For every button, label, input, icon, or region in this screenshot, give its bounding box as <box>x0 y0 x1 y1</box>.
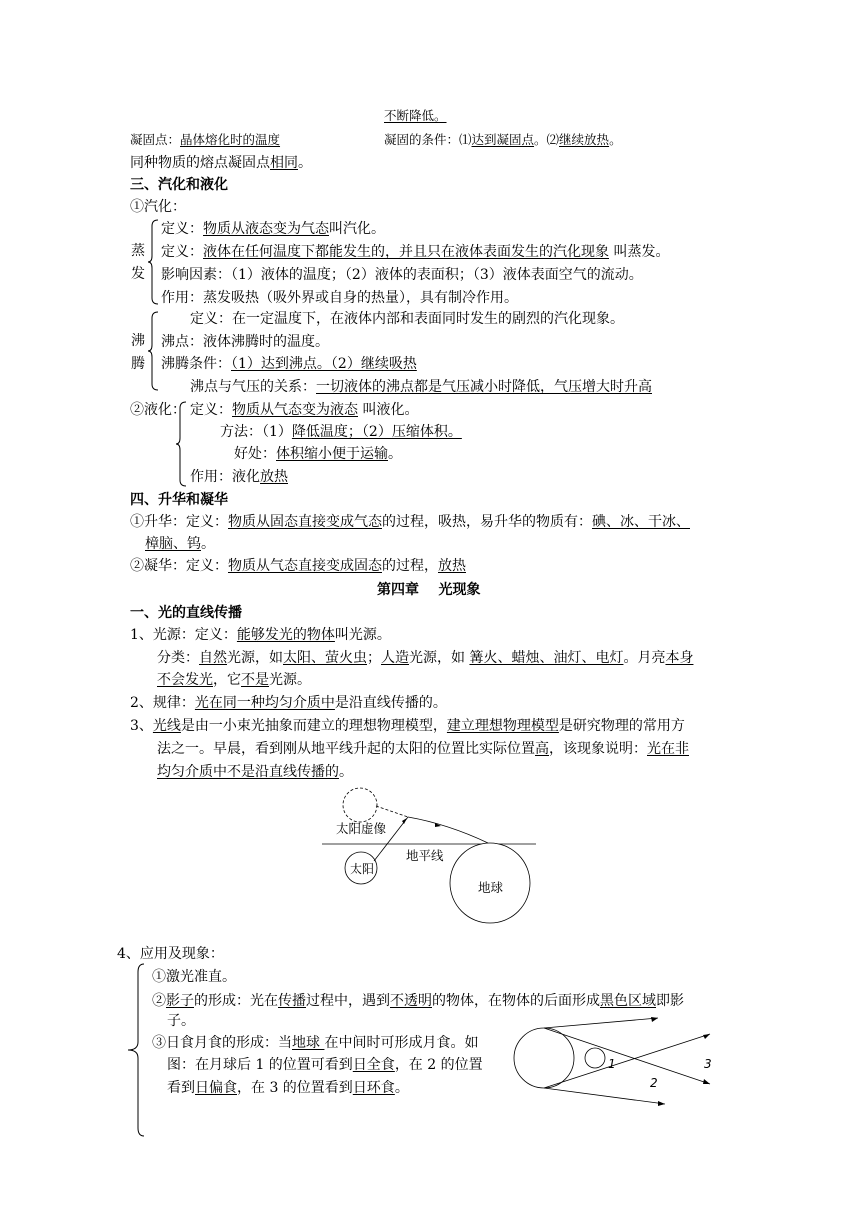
applications-brace <box>124 962 148 1138</box>
boiling-def: 定义：在一定温度下，在液体内部和表面同时发生的剧烈的汽化现象。 <box>190 311 624 327</box>
app-laser: ①激光准直。 <box>152 969 236 985</box>
liquefaction-brace <box>174 400 190 488</box>
light-ray-line-2: 法之一。早晨，看到刚从地平线升起的太阳的位置比实际位置高，该现象说明：光在非 <box>157 741 689 757</box>
evaporation-use: 作用：蒸发吸热（吸外界或自身的热量），具有制冷作用。 <box>161 290 518 306</box>
liquefaction-benefit: 好处：体积缩小便于运输。 <box>234 446 402 462</box>
light-source-def: 1、光源：定义：能够发光的物体叫光源。 <box>130 627 391 643</box>
app-shadow-line-2: 子。 <box>167 1013 195 1029</box>
deposition-line: ②凝华：定义：物质从气态直接变成固态的过程，放热 <box>130 558 466 574</box>
vaporization-label: ①汽化： <box>130 199 186 215</box>
light-ray-2 <box>408 817 488 843</box>
virtual-sun-label: 太阳虚像 <box>336 821 387 836</box>
sun-label: 太阳 <box>350 862 375 876</box>
liquefaction-def: 定义：物质从气态变为液态 叫液化。 <box>190 402 419 418</box>
liquefaction-method: 方法：（1）降低温度；（2）压缩体积。 <box>220 424 462 440</box>
app-eclipse-line-1: ③日食月食的形成：当地球 在中间时可形成月食。如 <box>152 1035 479 1051</box>
light-rule: 2、规律：光在同一种均匀介质中是沿直线传播的。 <box>130 695 447 711</box>
evaporation-brace <box>146 218 162 306</box>
solidify-condition-line: 凝固的条件：⑴达到凝固点。⑵继续放热。 <box>384 132 622 147</box>
solidify-point-line: 凝固点：晶体熔化时的温度 <box>130 132 281 147</box>
earth-label: 地球 <box>478 880 504 895</box>
sublimation-line-1: ①升华：定义：物质从固态直接变成气态的过程，吸热，易升华的物质有：碘、冰、干冰、 <box>130 514 690 530</box>
extension-line <box>376 806 408 817</box>
evaporation-char-2: 发 <box>131 266 145 282</box>
section-heading-vaporization: 三、汽化和液化 <box>130 177 228 193</box>
chapter-title: 第四章 光现象 <box>377 582 481 598</box>
eclipse-position-2: 2 <box>650 1076 658 1090</box>
sublimation-line-2: 樟脑、钨。 <box>145 536 215 552</box>
boiling-brace <box>146 310 162 392</box>
light-source-class: 分类：自然光源，如太阳、萤火虫；人造光源，如 篝火、蜡烛、油灯、电灯。月亮本身 <box>157 650 694 666</box>
evaporation-def-2: 定义：液体在任何温度下都能发生的，并且只在液体表面发生的汽化现象 叫蒸发。 <box>161 244 670 260</box>
sun-circle-eclipse <box>514 1028 574 1088</box>
boiling-char-2: 腾 <box>131 356 145 372</box>
eclipse-position-1: 1 <box>608 1057 616 1071</box>
evaporation-factors: 影响因素：（1）液体的温度；（2）液体的表面积；（3）液体表面空气的流动。 <box>161 267 643 283</box>
light-ray-line-3: 均匀介质中不是沿直线传播的。 <box>157 764 353 780</box>
boiling-point: 沸点：液体沸腾时的温度。 <box>161 334 329 350</box>
continued-line: 不断降低。 <box>384 108 447 123</box>
same-substance-line: 同种物质的熔点凝固点相同。 <box>130 155 312 171</box>
boiling-char-1: 沸 <box>131 333 145 349</box>
eclipse-figure <box>510 1016 730 1108</box>
virtual-sun-circle <box>343 788 377 822</box>
liquefaction-label: ②液化： <box>130 402 186 418</box>
liquefaction-use: 作用：液化放热 <box>190 469 288 485</box>
app-shadow-line-1: ②影子的形成：光在传播过程中，遇到不透明的物体，在物体的后面形成黑色区域即影 <box>152 993 684 1009</box>
section-heading-sublimation: 四、升华和凝华 <box>130 492 228 508</box>
light-section-heading: 一、光的直线传播 <box>130 605 242 621</box>
light-ray-line-1: 3、光线是由一小束光抽象而建立的理想物理模型，建立理想物理模型是研究物理的常用方 <box>130 718 685 734</box>
horizon-label: 地平线 <box>406 848 444 863</box>
app-eclipse-line-2: 图：在月球后 1 的位置可看到日全食，在 2 的位置 <box>167 1057 483 1073</box>
light-source-class-2: 不会发光，它不是光源。 <box>157 672 311 688</box>
moon-circle <box>585 1048 605 1068</box>
boiling-condition: 沸腾条件：（1）达到沸点。（2）继续吸热 <box>161 356 417 372</box>
applications-heading: 4、应用及现象： <box>117 946 224 962</box>
app-eclipse-line-3: 看到日偏食，在 3 的位置看到日环食。 <box>167 1080 409 1096</box>
evaporation-char-1: 蒸 <box>131 243 145 259</box>
boiling-pressure: 沸点与气压的关系：一切液体的沸点都是气压减小时降低，气压增大时升高 <box>190 379 652 395</box>
sunrise-refraction-figure <box>318 786 540 928</box>
evaporation-def-1: 定义：物质从液态变为气态叫汽化。 <box>161 221 385 237</box>
eclipse-position-3: 3 <box>704 1057 712 1071</box>
